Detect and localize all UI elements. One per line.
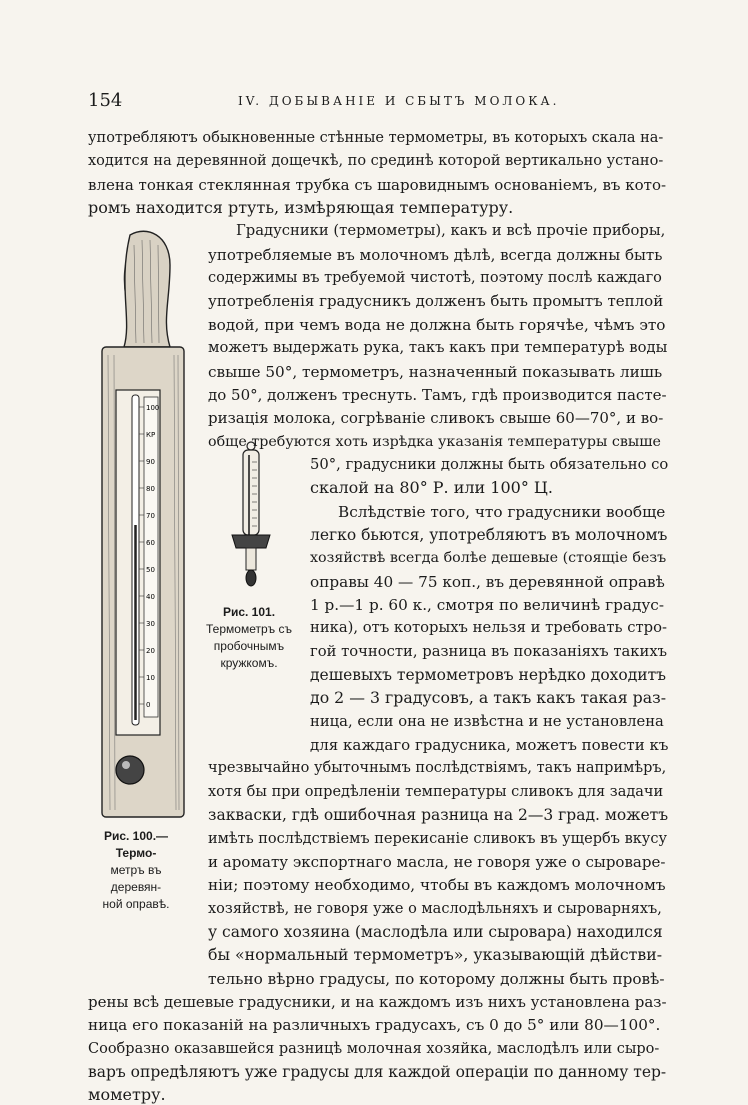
- caption-line: Рис. 100.—Термо-: [103, 829, 169, 860]
- text-line: Градусники (термометры), какъ и всѣ прочіе приборы,: [236, 222, 666, 240]
- text-line: для каждаго градусника, можетъ повести къ: [310, 736, 669, 755]
- scale-label: 90: [146, 458, 155, 466]
- text-line: скалой на 80° Р. или 100° Ц.: [310, 478, 553, 498]
- scale-label: 100: [146, 404, 160, 412]
- caption-line: пробочнымъ: [213, 639, 285, 653]
- text-line: закваски, гдѣ ошибочная разница на 2—3 град. можетъ: [208, 806, 669, 825]
- text-line: содержимы въ требуемой чистотѣ, поэтому послѣ каждаго: [208, 270, 662, 287]
- lower-stem: [246, 548, 256, 570]
- scale-label: 10: [146, 674, 155, 682]
- frame-handle: [124, 231, 170, 347]
- text-line: 1 р.—1 р. 60 к., смотря по величинѣ градус-: [310, 596, 665, 614]
- text-line: ніи; поэтому необходимо, чтобы въ каждомъ молочномъ: [208, 876, 666, 895]
- text-line: хотя бы при опредѣленіи температуры сливокъ для задачи: [208, 783, 664, 800]
- text-line: рены всѣ дешевые градусники, и на каждомъ изъ нихъ установлена раз-: [88, 992, 667, 1011]
- text-line: 50°, градусники должны быть обязательно со: [310, 455, 669, 473]
- text-line: ница его показаній на различныхъ градусахъ, съ 0 до 5° или 80—100°.: [88, 1016, 661, 1035]
- figure-100: [92, 225, 192, 825]
- text-line: оправы 40 — 75 коп., въ деревянной оправѣ: [310, 572, 665, 591]
- text-line: легко бьются, употребляютъ въ молочномъ: [310, 525, 668, 544]
- scale-label: 40: [146, 593, 155, 601]
- mercury-bulb: [116, 756, 144, 784]
- scale-label: 20: [146, 647, 155, 655]
- text-line: и аромату экспортнаго масла, не говоря уже о сыроваре-: [208, 852, 666, 871]
- wooden-thermometer-illustration: [92, 225, 192, 825]
- text-line: чрезвычайно убыточнымъ послѣдствіямъ, такъ напримѣръ,: [208, 760, 667, 777]
- bulb-highlight: [122, 761, 130, 769]
- scale-label: КР: [146, 431, 156, 439]
- scale-label: 0: [146, 701, 151, 709]
- text-line: влена тонкая стеклянная трубка съ шаровиднымъ основаніемъ, въ кото-: [88, 175, 667, 194]
- scale-plate: [144, 397, 158, 717]
- text-line: бы «нормальный термометръ», указывающій дѣйстви-: [208, 945, 663, 965]
- cork-thermometer-illustration: [226, 440, 276, 590]
- page-number: 154: [88, 90, 123, 111]
- text-line: мометру.: [88, 1085, 166, 1105]
- running-title: IV. ДОБЫВАНІЕ И СБЫТЪ МОЛОКА.: [238, 94, 560, 108]
- caption-line: Рис. 101.: [222, 605, 276, 619]
- page-header: [88, 90, 668, 114]
- caption-line: Термометръ съ: [206, 622, 292, 636]
- caption-line: кружкомъ.: [220, 656, 278, 670]
- top-loop: [247, 442, 255, 450]
- scale-label: 50: [146, 566, 155, 574]
- glass-body: [243, 450, 259, 535]
- text-line: хозяйствѣ всегда болѣе дешевые (стоящіе безъ: [310, 550, 667, 567]
- text-line: ромъ находится ртуть, измѣряющая температуру.: [88, 198, 514, 218]
- text-line: Вслѣдствіе того, что градусники вообще: [338, 502, 666, 521]
- figure-100-caption: [86, 828, 186, 913]
- text-line: гой точности, разница въ показаніяхъ такихъ: [310, 642, 668, 660]
- scale-label: 70: [146, 512, 155, 520]
- text-line: водой, при чемъ вода не должна быть горячѣе, чѣмъ это: [208, 315, 666, 334]
- text-line: ризація молока, согрѣваніе сливокъ свыше 60—70°, и во-: [208, 409, 664, 428]
- text-line: употребляемые въ молочномъ дѣлѣ, всегда должны быть: [208, 245, 663, 264]
- caption-line: ной оправѣ.: [102, 897, 170, 911]
- figure-101: [226, 440, 276, 590]
- text-line: до 2 — 3 градусовъ, а такъ какъ такая раз-: [310, 688, 667, 708]
- text-line: ходится на деревянной дощечкѣ, по срединѣ которой вертикально устано-: [88, 153, 664, 170]
- cork-disc: [232, 535, 270, 548]
- text-line: употребляютъ обыкновенные стѣнные термометры, въ которыхъ скала на-: [88, 130, 664, 146]
- text-line: варъ опредѣляютъ уже градусы для каждой операціи по данному тер-: [88, 1063, 667, 1081]
- text-line: имѣть послѣдствіемъ перекисаніе сливокъ въ ущербъ вкусу: [208, 830, 667, 847]
- text-line: можетъ выдержать рука, такъ какъ при температурѣ воды: [208, 339, 668, 357]
- scale-label: 60: [146, 539, 155, 547]
- text-line: тельно вѣрно градусы, по которому должны быть провѣ-: [208, 969, 665, 988]
- bulb: [246, 570, 256, 586]
- figure-101-caption: [204, 604, 294, 672]
- text-line: у самого хозяина (маслодѣла или сыровара) находился: [208, 922, 663, 941]
- scale-label: 80: [146, 485, 155, 493]
- text-line: употребленія градусникъ долженъ быть промытъ теплой: [208, 292, 664, 311]
- text-line: хозяйствѣ, не говоря уже о маслодѣльняхъ и сыроварняхъ,: [208, 900, 662, 917]
- caption-line: метръ въ деревян-: [110, 863, 162, 894]
- text-line: ница, если она не извѣстна и не установлена: [310, 712, 664, 730]
- text-line: дешевыхъ термометровъ нерѣдко доходитъ: [310, 666, 667, 685]
- text-line: обще требуются хоть изрѣдка указанія температуры свыше: [208, 433, 661, 450]
- text-line: до 50°, долженъ треснуть. Тамъ, гдѣ производится пасте-: [208, 385, 667, 404]
- scale-label: 30: [146, 620, 155, 628]
- text-line: Сообразно оказавшейся разницѣ молочная хозяйка, маслодѣлъ или сыро-: [88, 1040, 660, 1057]
- text-line: свыше 50°, термометръ, назначенный показывать лишь: [208, 362, 663, 381]
- text-line: ника), отъ которыхъ нельзя и требовать стро-: [310, 619, 667, 637]
